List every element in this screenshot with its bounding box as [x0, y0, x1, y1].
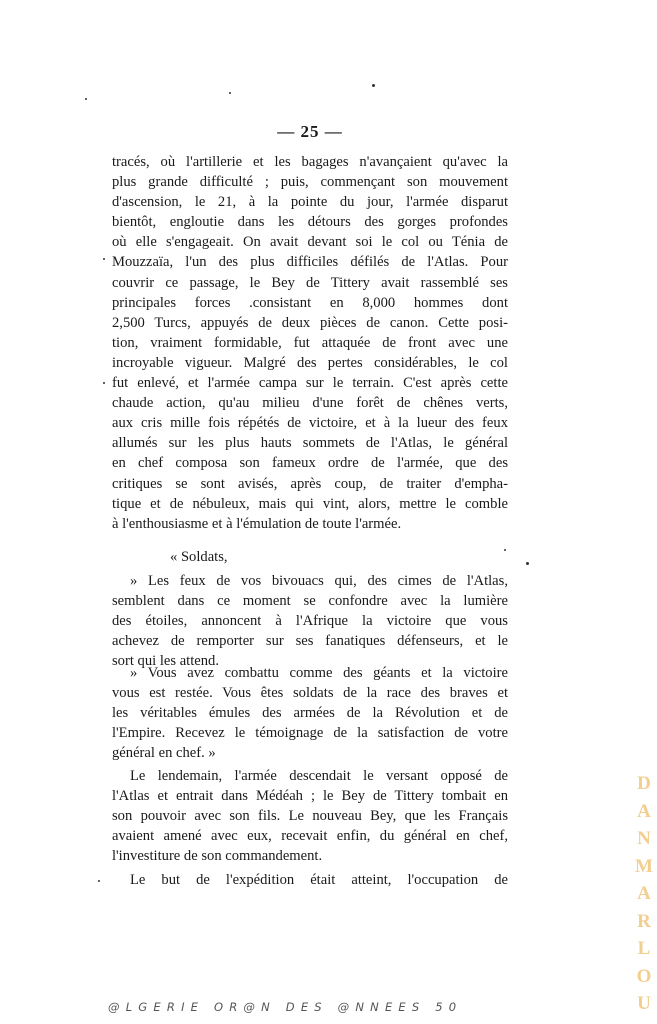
scan-speck — [98, 880, 100, 882]
scan-speck — [229, 92, 231, 94]
watermark-letter: U — [637, 993, 651, 1014]
text-line: d'ascension, le 21, à la pointe du jour, l'armée disparut — [112, 194, 508, 211]
text-line: chaude action, qu'au milieu d'une forêt de chênes verts, — [112, 395, 508, 412]
footer-watermark: @LGERIE OR@N DES @NNEES 50 — [108, 1000, 463, 1014]
watermark-letter: L — [637, 938, 651, 959]
scan-speck — [526, 562, 529, 565]
watermark-letter: O — [636, 965, 652, 987]
text-line: couvrir ce passage, le Bey de Tittery avait rassemblé ses — [112, 274, 508, 291]
text-line: l'investiture de son commandement. — [112, 848, 323, 865]
text-line: avaient amené avec eux, recevait enfin, du général en chef, — [112, 828, 508, 845]
text-line: » Vous avez combattu comme des géants et la victoire — [130, 665, 508, 681]
text-line: les véritables émules des armées de la Révolution et de — [112, 705, 508, 722]
text-line: à l'enthousiasme et à l'émulation de toute l'armée. — [112, 515, 402, 532]
text-line: 2,500 Turcs, appuyés de deux pièces de canon. Cette posi- — [112, 314, 508, 331]
scan-speck — [103, 258, 105, 260]
watermark-letter: N — [637, 828, 651, 849]
text-line: tion, vraiment formidable, fut attaquée de front avec une — [112, 334, 508, 351]
text-line: Le but de l'expédition était atteint, l'occupation de — [130, 872, 508, 888]
watermark-letter: A — [637, 883, 651, 904]
text-line: critiques se sont avisés, après coup, de traiter d'empha- — [112, 475, 508, 492]
text-line: vous est restée. Vous êtes soldats de la race des braves et — [112, 685, 508, 702]
scan-speck — [372, 84, 375, 87]
text-line: allumés sur les plus hauts sommets de l'Atlas, le général — [112, 435, 508, 452]
watermark-letter: D — [637, 773, 651, 794]
text-line: des étoiles, annoncent à l'Afrique la victoire que vous — [112, 613, 508, 630]
text-line: où elle s'engageait. On avait devant soi le col ou Ténia de — [112, 234, 508, 251]
text-line: fut enlevé, et l'armée campa sur le terrain. C'est après cette — [112, 375, 508, 392]
text-line: tracés, où l'artillerie et les bagages n'avançaient qu'avec la — [112, 154, 508, 170]
text-line: » Les feux de vos bivouacs qui, des cimes de l'Atlas, — [130, 573, 508, 589]
scan-speck — [103, 382, 105, 384]
text-line: Mouzzaïa, l'un des plus difficiles défilés de l'Atlas. Pour — [112, 254, 508, 271]
text-line: plus grande difficulté ; puis, commençant son mouvement — [112, 174, 508, 191]
text-line: achevez de remporter sur ses fanatiques défenseurs, et le — [112, 633, 508, 650]
text-line: incroyable vigueur. Malgré des pertes considérables, le col — [112, 354, 508, 371]
scan-speck — [85, 98, 87, 100]
paragraph-3 — [112, 663, 508, 763]
text-line: l'Atlas et entrait dans Médéah ; le Bey de Tittery tombait en — [112, 788, 508, 805]
text-line: sort qui les attend. — [112, 653, 220, 670]
text-line: « Soldats, — [170, 549, 228, 565]
paragraph-5 — [112, 870, 508, 890]
text-line: tique et de nébuleux, mais qui vint, alors, mettre le comble — [112, 495, 508, 512]
paragraph-4 — [112, 766, 508, 866]
salutation — [170, 547, 370, 567]
paragraph-1 — [112, 152, 508, 534]
text-line: bientôt, engloutie dans les détours des gorges profondes — [112, 214, 508, 231]
text-line: principales forces .consistant en 8,000 hommes dont — [112, 294, 508, 311]
text-line: en chef composa son fameux ordre de l'armée, que des — [112, 455, 508, 472]
page-number: — 25 — — [277, 122, 343, 141]
vertical-watermark — [633, 770, 655, 1018]
text-line: Le lendemain, l'armée descendait le versant opposé de — [130, 768, 508, 784]
watermark-letter: M — [635, 855, 653, 877]
scan-speck — [504, 549, 506, 551]
text-line: l'Empire. Recevez le témoignage de la satisfaction de votre — [112, 725, 508, 742]
text-line: son pouvoir avec son fils. Le nouveau Bey, que les Français — [112, 808, 508, 825]
watermark-letter: R — [637, 910, 651, 932]
text-line: général en chef. » — [112, 745, 216, 762]
paragraph-2 — [112, 571, 508, 671]
text-line: aux cris mille fois répétés de victoire, et à la lueur des feux — [112, 415, 508, 432]
watermark-letter: A — [637, 800, 651, 822]
text-line: semblent dans ce moment se confondre avec la lumière — [112, 593, 508, 610]
